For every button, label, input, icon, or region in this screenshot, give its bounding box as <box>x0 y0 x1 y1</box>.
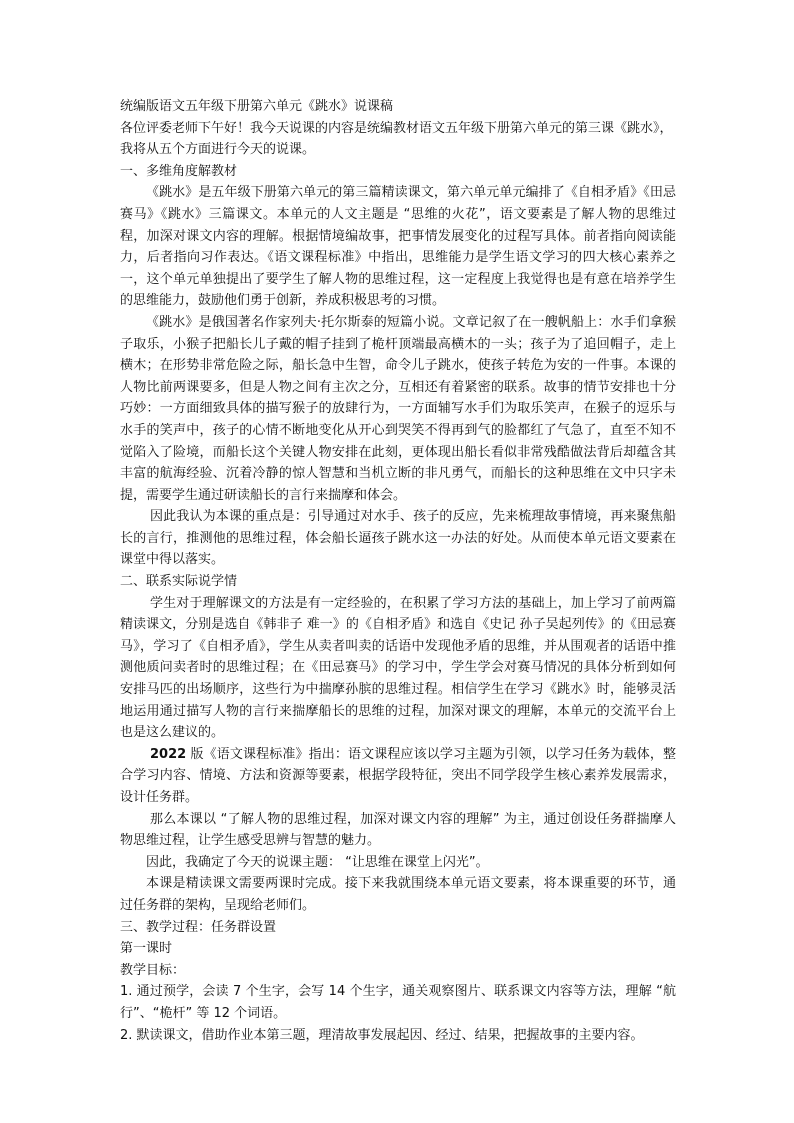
greeting-paragraph: 各位评委老师下午好！我今天说课的内容是统编教材语文五年级下册第六单元的第三课《跳水》，我将从五个方面进行今天的说课。 <box>120 120 673 158</box>
curriculum-text: 版《语文课程标准》指出：语文课程应该以学习主题为引领，以学习任务为载体，整合学习内容、情境、方法和资源等要素，根据学段特征，突出不同学段学生核心素养发展需求，设计任务群。 <box>120 746 676 805</box>
goal-item-1: 1. 通过预学，会读 7 个生字，会写 14 个生字，通关观察图片、联系课文内容等方法，理解 “航行”、“桅杆” 等 12 个词语。 <box>120 984 676 1021</box>
lesson-label: 第一课时 <box>120 941 173 957</box>
goal-item-2: 2. 默读课文，借助作业本第三题，理清故事发展起因、经过、结果，把握故事的主要内容。 <box>120 1027 644 1043</box>
section2-heading: 二、联系实际说学情 <box>120 574 238 590</box>
document-title: 统编版语文五年级下册第六单元《跳水》说课稿 <box>120 99 394 114</box>
section2-paragraph-2 <box>120 744 676 809</box>
section2-paragraph-5: 本课是精读课文需要两课时完成。接下来我就围绕本单元语文要素，将本课重要的环节，通过任务群的架构，呈现给老师们。 <box>120 876 676 913</box>
section3-heading: 三、教学过程：任务群设置 <box>120 919 277 935</box>
curriculum-year: 2022 <box>150 746 187 762</box>
section1-heading: 一、多维角度解教材 <box>120 163 238 179</box>
section1-paragraph-3: 因此我认为本课的重点是：引导通过对水手、孩子的反应，先来梳理故事情境，再来聚焦船长的言行，推测他的思维过程，体会船长逼孩子跳水这一办法的好处。从而使本单元语文要素在课堂中得以落实。 <box>120 509 676 568</box>
section1-paragraph-1: 《跳水》是五年级下册第六单元的第三篇精读课文，第六单元单元编排了《自相矛盾》《田忌赛马》《跳水》三篇课文。本单元的人文主题是 “思维的火花”，语文要素是了解人物的思维过程，加深对课文内容的理解。根据情境编故事，把事情发展变化的过程写具体。前者指向阅读能力，后者指向习作表达。《语文课程标准》中指出，思维能力是学生语文学习的四大核心素养之一，这个单元单独提出了要学生了解人物的思维过程，这一定程度上我觉得也是有意在培养学生的思维能力，鼓励他们勇于创新，养成积极思考的习惯。 <box>120 185 676 309</box>
section1-paragraph-2: 《跳水》是俄国著名作家列夫·托尔斯泰的短篇小说。文章记叙了在一艘帆船上：水手们拿猴子取乐，小猴子把船长儿子戴的帽子挂到了桅杆顶端最高横木的一头；孩子为了追回帽子，走上横木；在形势非常危险之际，船长急中生智，命令儿子跳水，使孩子转危为安的一件事。本课的人物比前两课要多，但是人物之间有主次之分，互相还有着紧密的联系。故事的情节安排也十分巧妙：一方面细致具体的描写猴子的放肆行为，一方面辅写水手们为取乐笑声，在猴子的逗乐与水手的笑声中，孩子的心情不断地变化从开心到哭笑不得再到气的脸都红了气急了，直至不知不觉陷入了险境，而船长这个关键人物安排在此刻，更体现出船长看似非常残酷做法背后却蕴含其丰富的航海经验、沉着冷静的惊人智慧和当机立断的非凡勇气，而船长的这种思维在文中只字未提，需要学生通过研读船长的言行来揣摩和体会。 <box>120 314 676 503</box>
section2-paragraph-4: 因此，我确定了今天的说课主题： “让思维在课堂上闪光”。 <box>146 854 489 870</box>
section2-paragraph-1: 学生对于理解课文的方法是有一定经验的，在积累了学习方法的基础上，加上学习了前两篇精读课文，分别是选自《韩非子 难一》的《自相矛盾》和选自《史记 孙子吴起列传》的《田忌赛马》，学习了《自相矛盾》，学生从卖者叫卖的话语中发现他矛盾的思维，并从围观者的话语中推测他质问卖者时的思维过程；在《田忌赛马》的学习中，学生学会对赛马情况的具体分析到如何安排马匹的出场顺序，这些行为中揣摩孙膑的思维过程。相信学生在学习《跳水》时，能够灵活地运用通过描写人物的言行来揣摩船长的思维的过程，加深对课文的理解，本单元的交流平台上也是这么建议的。 <box>120 595 676 741</box>
section2-paragraph-3: 那么本课以 “了解人物的思维过程，加深对课文内容的理解” 为主，通过创设任务群揣摩人物思维过程，让学生感受思辨与智慧的魅力。 <box>120 811 676 849</box>
document-page <box>120 96 676 1046</box>
goals-label: 教学目标： <box>120 962 186 978</box>
